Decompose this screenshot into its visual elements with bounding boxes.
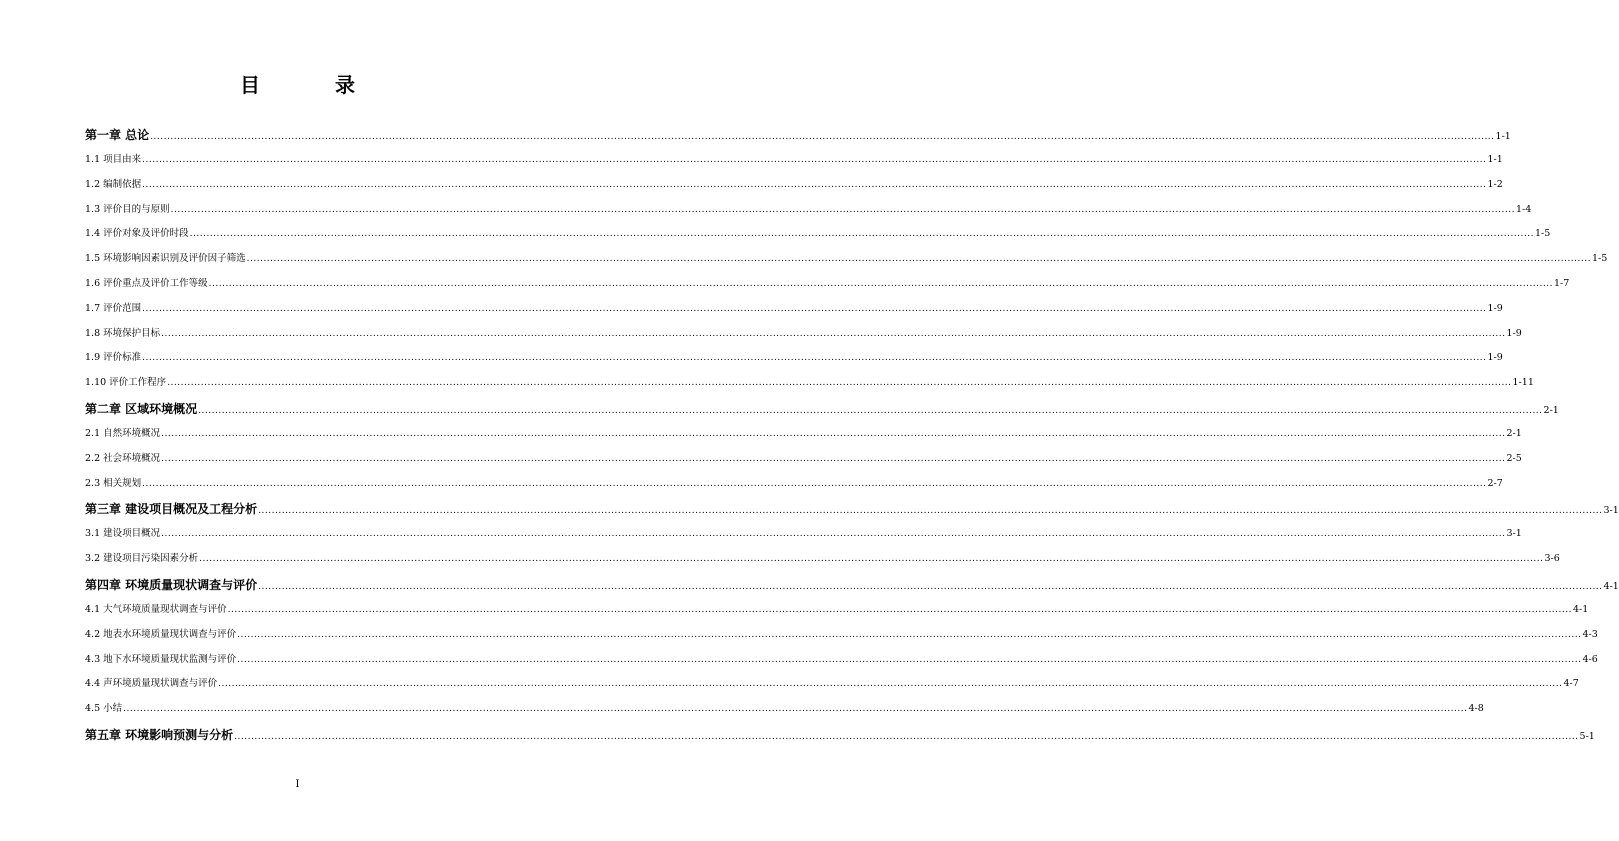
toc-section-entry[interactable]: [85, 447, 1522, 472]
toc-section-entry[interactable]: [85, 371, 1534, 396]
toc-entry-label: 第一章 总论: [85, 128, 150, 142]
toc-entry-page: 1-1: [1487, 154, 1503, 165]
toc-dot-leader: ................................................................................................................................................................................................................................................................................................................................................................................................................: [258, 506, 1603, 517]
toc-entry-label: 1.9 评价标准: [85, 352, 142, 364]
toc-entry-label: 2.1 自然环境概况: [85, 427, 161, 439]
toc-entry-page: 2-1: [1543, 404, 1559, 416]
toc-entry-label: 2.2 社会环境概况: [85, 452, 161, 464]
toc-entry-page: 1-11: [1512, 377, 1534, 389]
toc-entry-page: 4-7: [1563, 678, 1579, 690]
toc-entry-page: 4-6: [1582, 653, 1598, 665]
toc-section-entry[interactable]: [85, 672, 1579, 697]
toc-chapter-entry[interactable]: [85, 722, 1595, 748]
toc-dot-leader: ................................................................................................................................................................................................................................................................................................................................................................................................................: [237, 654, 1582, 665]
toc-dot-leader: ................................................................................................................................................................................................................................................................................................................................................................................................................: [199, 554, 1544, 565]
page-title: 目 录: [240, 73, 389, 97]
toc-dot-leader: ................................................................................................................................................................................................................................................................................................................................................................................................................: [142, 303, 1487, 314]
toc-section-entry[interactable]: [85, 697, 1484, 722]
toc-section-entry[interactable]: [85, 598, 1589, 623]
toc-entry-page: 3-1: [1506, 528, 1522, 540]
toc-entry-label: 3.1 建设项目概况: [85, 528, 161, 540]
toc-entry-page: 1-2: [1487, 178, 1503, 190]
toc-section-entry[interactable]: [85, 222, 1551, 247]
toc-entry-label: 4.3 地下水环境质量现状监测与评价: [85, 653, 237, 665]
toc-section-entry[interactable]: [85, 648, 1598, 673]
toc-entry-label: 第四章 环境质量现状调查与评价: [85, 577, 258, 592]
toc-dot-leader: ................................................................................................................................................................................................................................................................................................................................................................................................................: [142, 353, 1487, 364]
toc-section-entry[interactable]: [85, 522, 1522, 547]
toc-dot-leader: ................................................................................................................................................................................................................................................................................................................................................................................................................: [227, 604, 1572, 615]
toc-entry-page: 1-1: [1495, 131, 1511, 142]
toc-dot-leader: ................................................................................................................................................................................................................................................................................................................................................................................................................: [142, 179, 1487, 190]
toc-dot-leader: ................................................................................................................................................................................................................................................................................................................................................................................................................: [258, 581, 1603, 592]
toc-dot-leader: ................................................................................................................................................................................................................................................................................................................................................................................................................: [198, 405, 1543, 416]
toc-dot-leader: ................................................................................................................................................................................................................................................................................................................................................................................................................: [167, 378, 1512, 389]
toc-entry-label: 4.5 小结: [85, 703, 123, 715]
toc-dot-leader: ................................................................................................................................................................................................................................................................................................................................................................................................................: [150, 132, 1495, 142]
toc-entry-label: 1.7 评价范围: [85, 302, 142, 314]
toc-section-entry[interactable]: [85, 198, 1532, 223]
toc-section-entry[interactable]: [85, 272, 1570, 297]
toc-entry-page: 4-1: [1572, 603, 1589, 615]
toc-entry-label: 3.2 建设项目污染因素分析: [85, 553, 199, 565]
toc-entry-page: 1-7: [1553, 277, 1570, 289]
toc-entry-label: 1.1 项目由来: [85, 154, 142, 165]
toc-entry-page: 1-9: [1506, 327, 1522, 339]
toc-entry-page: 3-6: [1544, 553, 1560, 565]
toc-entry-page: 1-5: [1534, 228, 1551, 240]
toc-dot-leader: ................................................................................................................................................................................................................................................................................................................................................................................................................: [161, 529, 1506, 540]
toc-section-entry[interactable]: [85, 472, 1503, 497]
toc-entry-label: 2.3 相关规划: [85, 477, 142, 489]
toc-section-entry[interactable]: [85, 623, 1598, 648]
toc-entry-label: 1.5 环境影响因素识别及评价因子筛选: [85, 253, 246, 265]
toc-dot-leader: ................................................................................................................................................................................................................................................................................................................................................................................................................: [237, 629, 1582, 640]
toc-entry-page: 2-1: [1506, 427, 1522, 439]
toc-section-entry[interactable]: [85, 322, 1522, 347]
toc-section-entry[interactable]: [85, 547, 1560, 572]
toc-section-entry[interactable]: [85, 173, 1503, 198]
toc-dot-leader: ................................................................................................................................................................................................................................................................................................................................................................................................................: [161, 428, 1506, 439]
toc-entry-label: 1.8 环境保护目标: [85, 327, 161, 339]
toc-chapter-entry[interactable]: [85, 396, 1559, 422]
toc-chapter-entry[interactable]: [85, 122, 1511, 148]
toc-entry-page: 5-1: [1579, 730, 1595, 742]
toc-entry-label: 1.6 评价重点及评价工作等级: [85, 277, 208, 289]
toc-dot-leader: ................................................................................................................................................................................................................................................................................................................................................................................................................: [189, 229, 1534, 240]
toc-entry-label: 4.1 大气环境质量现状调查与评价: [85, 603, 227, 615]
toc-dot-leader: ................................................................................................................................................................................................................................................................................................................................................................................................................: [234, 731, 1579, 742]
toc-entry-label: 4.4 声环境质量现状调查与评价: [85, 678, 218, 690]
toc-entry-page: 1-9: [1487, 302, 1503, 314]
toc-entry-page: 4-3: [1582, 628, 1598, 640]
toc-chapter-entry[interactable]: [85, 496, 1619, 522]
table-of-contents: [85, 122, 1619, 748]
toc-entry-label: 第三章 建设项目概况及工程分析: [85, 502, 258, 517]
toc-dot-leader: ................................................................................................................................................................................................................................................................................................................................................................................................................: [161, 328, 1506, 339]
toc-dot-leader: ................................................................................................................................................................................................................................................................................................................................................................................................................: [208, 278, 1553, 289]
toc-entry-label: 1.2 编制依据: [85, 178, 142, 190]
toc-entry-page: 1-5: [1591, 253, 1608, 265]
toc-entry-label: 1.4 评价对象及评价时段: [85, 228, 189, 240]
toc-dot-leader: ................................................................................................................................................................................................................................................................................................................................................................................................................: [170, 204, 1515, 215]
toc-chapter-entry[interactable]: [85, 572, 1619, 598]
toc-entry-page: 4-1: [1603, 580, 1619, 592]
toc-entry-page: 2-5: [1506, 452, 1522, 464]
toc-dot-leader: ................................................................................................................................................................................................................................................................................................................................................................................................................: [218, 679, 1563, 690]
toc-entry-label: 1.10 评价工作程序: [85, 377, 167, 389]
toc-section-entry[interactable]: [85, 247, 1608, 272]
toc-entry-label: 第二章 区域环境概况: [85, 401, 198, 416]
toc-entry-label: 4.2 地表水环境质量现状调查与评价: [85, 628, 237, 640]
toc-dot-leader: ................................................................................................................................................................................................................................................................................................................................................................................................................: [161, 453, 1506, 464]
toc-entry-page: 2-7: [1487, 477, 1503, 489]
toc-entry-page: 1-4: [1515, 203, 1532, 215]
toc-entry-page: 4-8: [1468, 703, 1484, 715]
toc-dot-leader: ................................................................................................................................................................................................................................................................................................................................................................................................................: [246, 254, 1591, 265]
toc-dot-leader: ................................................................................................................................................................................................................................................................................................................................................................................................................: [142, 155, 1487, 165]
toc-entry-page: 3-1: [1603, 505, 1619, 517]
toc-section-entry[interactable]: [85, 346, 1503, 371]
toc-entry-page: 1-9: [1487, 352, 1503, 364]
toc-entry-label: 第五章 环境影响预测与分析: [85, 727, 234, 742]
toc-section-entry[interactable]: [85, 422, 1522, 447]
toc-dot-leader: ................................................................................................................................................................................................................................................................................................................................................................................................................: [142, 478, 1487, 489]
toc-dot-leader: ................................................................................................................................................................................................................................................................................................................................................................................................................: [123, 704, 1468, 715]
toc-entry-label: 1.3 评价目的与原则: [85, 203, 170, 215]
page-number: I: [295, 779, 300, 790]
toc-section-entry[interactable]: [85, 297, 1503, 322]
toc-section-entry[interactable]: [85, 148, 1503, 173]
